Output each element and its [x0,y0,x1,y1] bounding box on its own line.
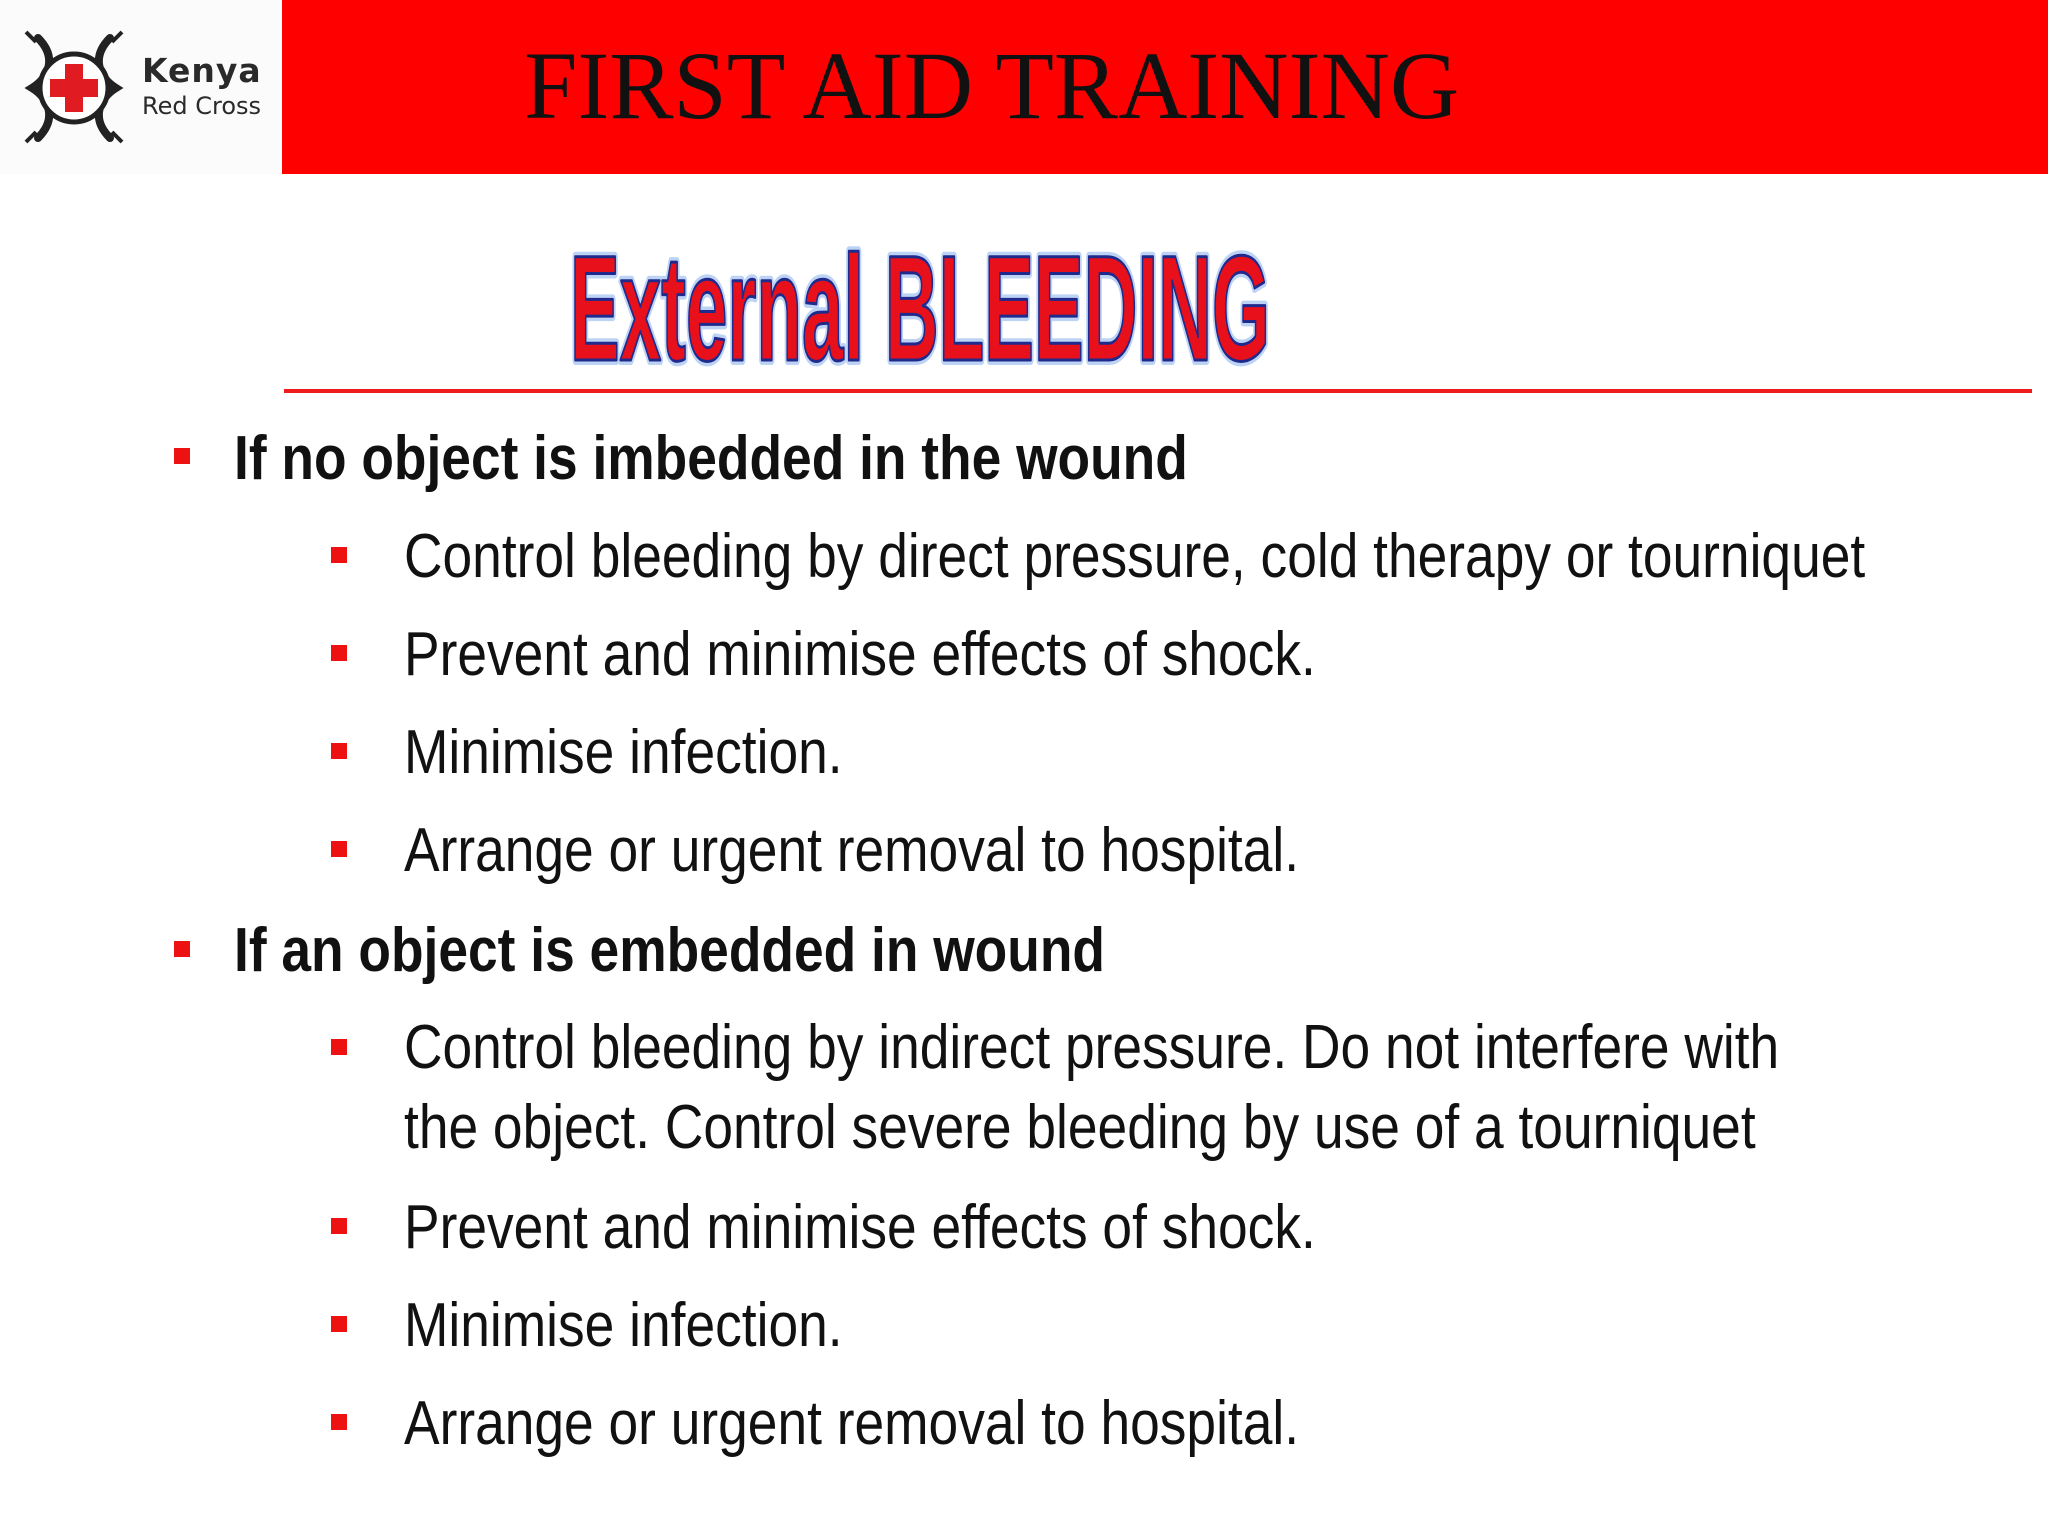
bullet-icon [174,941,190,957]
list-item-text: Arrange or urgent removal to hospital. [404,1389,1300,1458]
bullet-icon [174,448,190,464]
bullet-icon [331,1316,347,1332]
list-item-text: Minimise infection. [404,1291,843,1360]
logo-subname: Red Cross [142,92,262,120]
list-item-text: Prevent and minimise effects of shock. [404,1193,1316,1262]
bullet-icon [331,645,347,661]
list-item-text: Control bleeding by indirect pressure. Do not interfere with the object. Control severe bleeding by use of a tourniquet [404,1013,1780,1162]
list-item-text: Control bleeding by direct pressure, cold therapy or tourniquet [404,522,1866,591]
bullet-icon [331,1039,347,1055]
bullet-icon [331,743,347,759]
bullet-icon [331,1414,347,1430]
logo-name: Kenya [142,51,262,90]
section-heading-text: If no object is imbedded in the wound [234,424,1188,493]
subtitle-shadow: External BLEEDING [570,230,1270,380]
subtitle-text: External BLEEDING [570,230,1270,380]
bullet-icon [331,841,347,857]
bullet-icon [331,1218,347,1234]
list-item-text: Prevent and minimise effects of shock. [404,620,1316,689]
list-item-text: Minimise infection. [404,718,843,787]
slide-title: FIRST AID TRAINING [524,32,1460,139]
section-heading-text: If an object is embedded in wound [234,916,1105,985]
list-item-text: Arrange or urgent removal to hospital. [404,816,1300,885]
bullet-icon [331,547,347,563]
